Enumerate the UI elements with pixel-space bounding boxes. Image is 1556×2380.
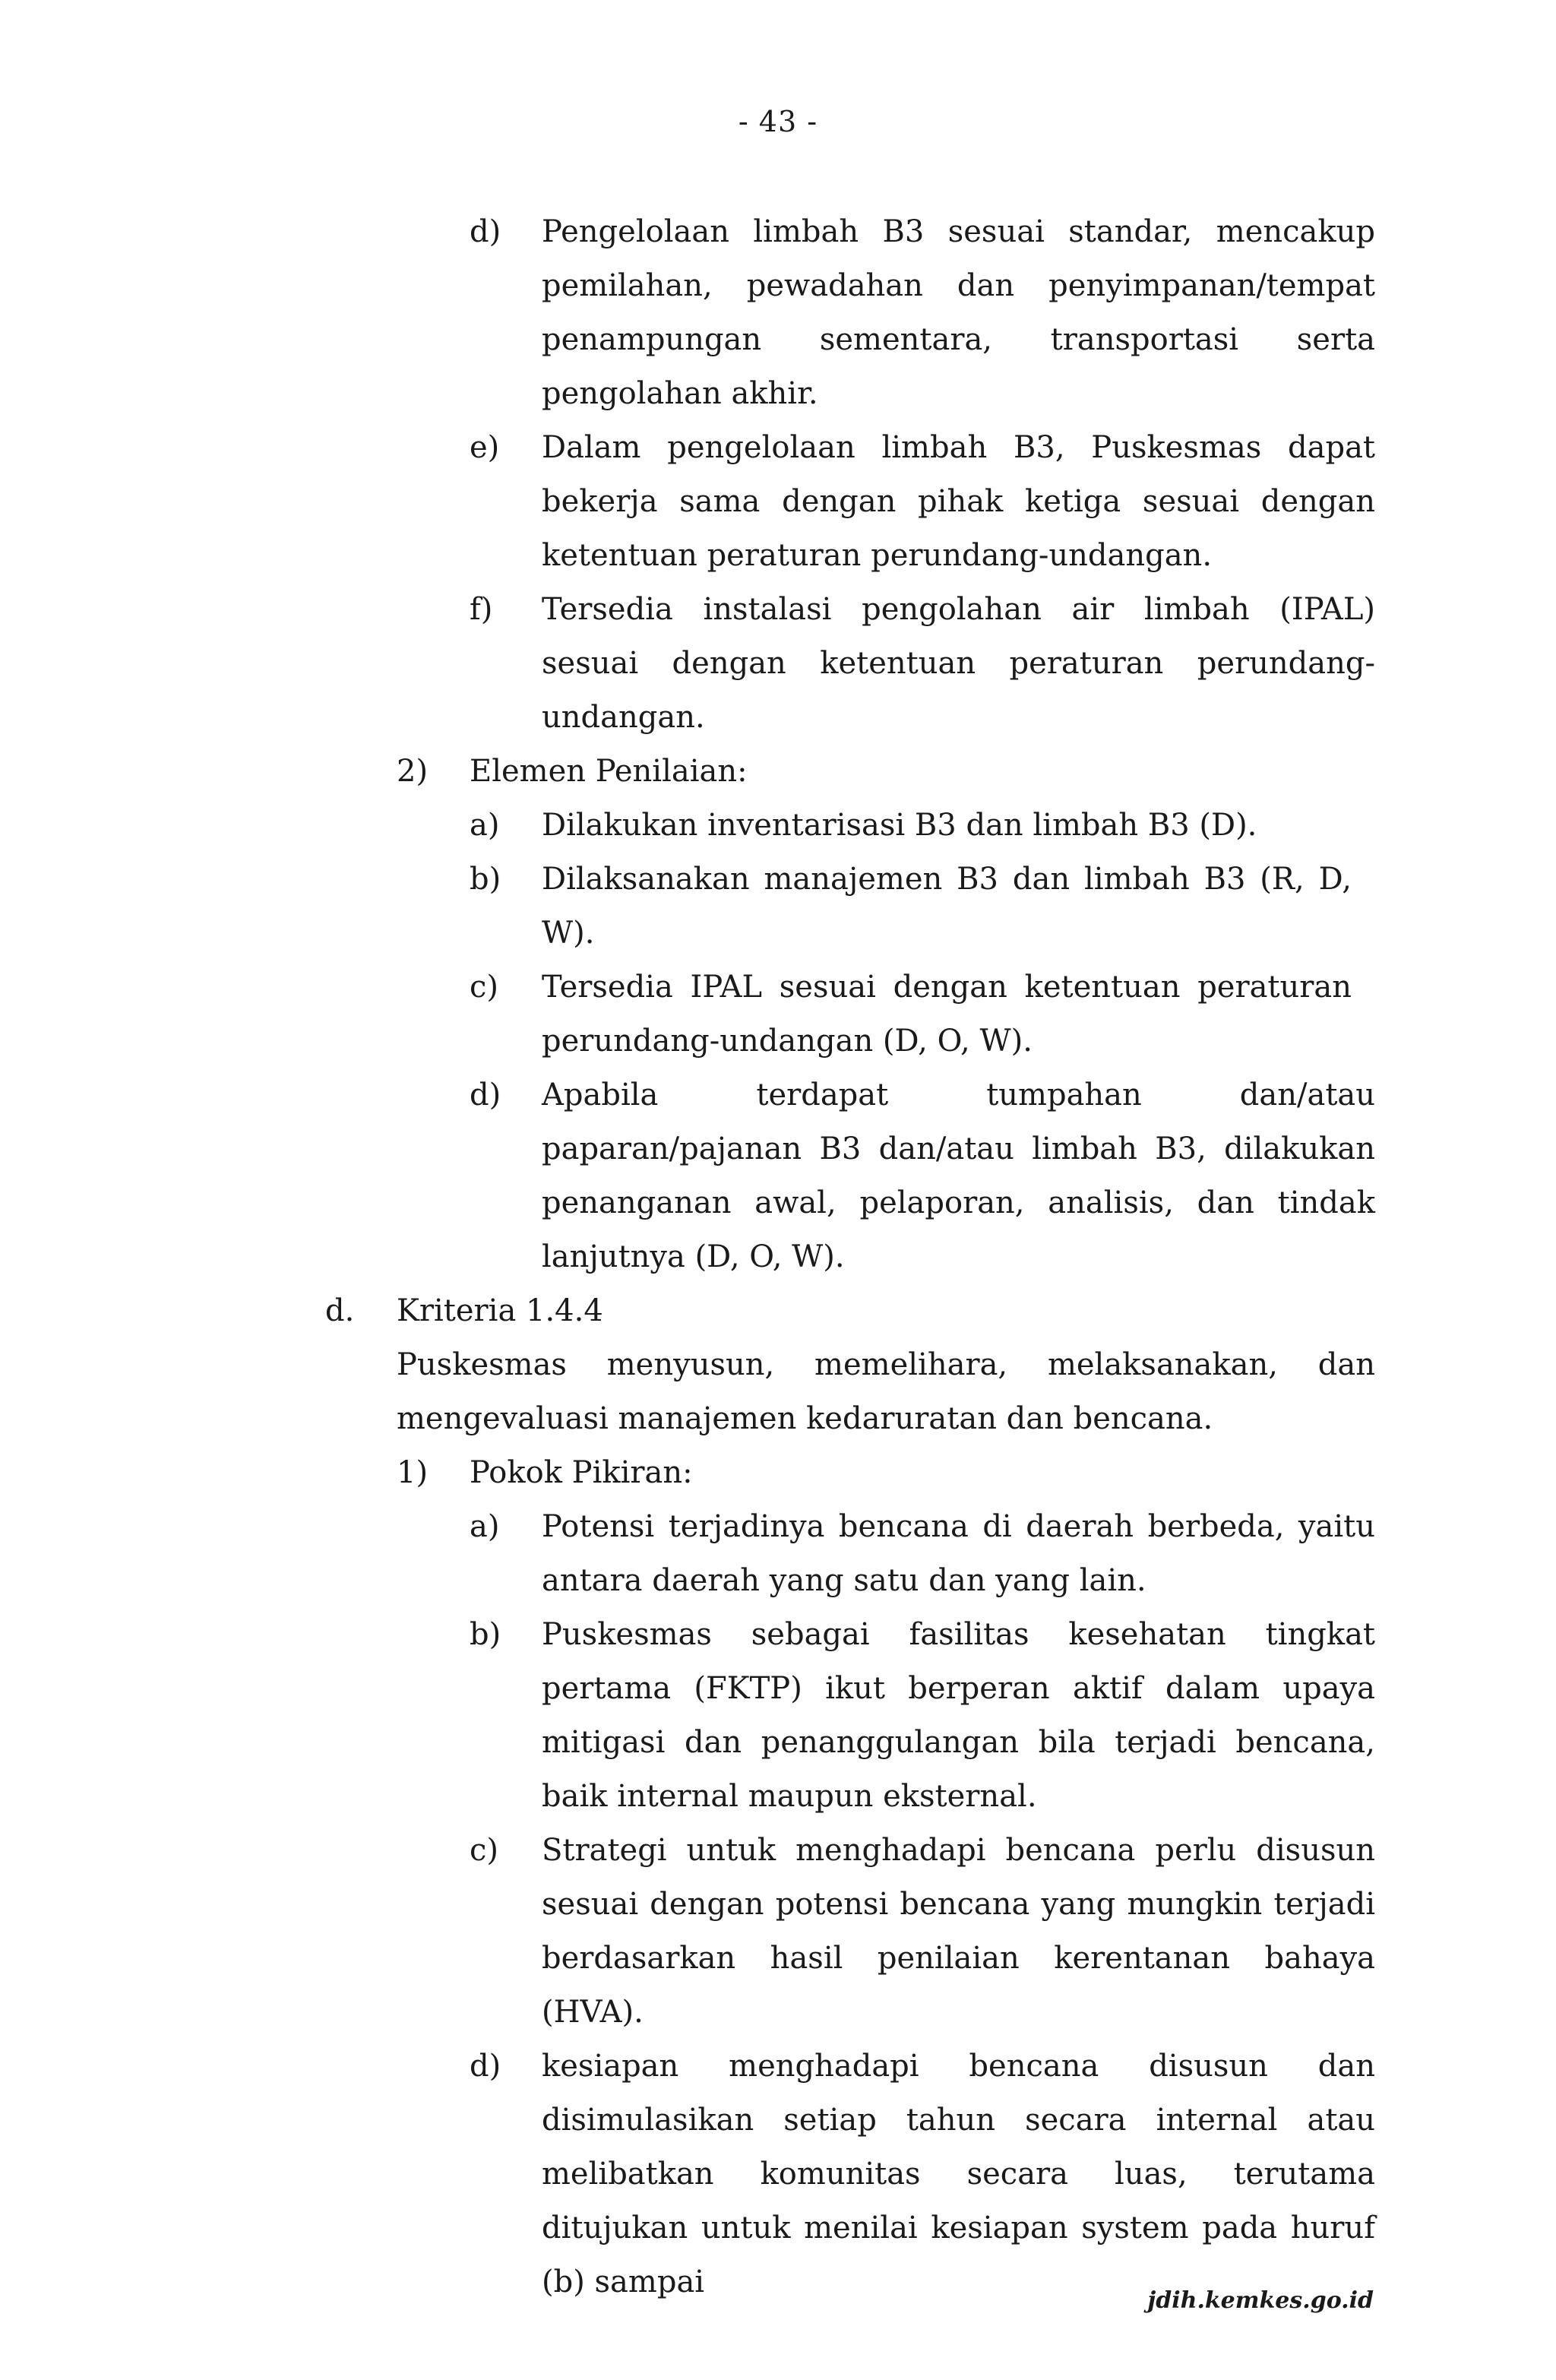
list-item-text: Pengelolaan limbah B3 sesuai standar, mencakup pemilahan, pewadahan dan penyimpanan/tempat penampungan sementara, transportasi serta pengolahan akhir. <box>542 214 1375 411</box>
list-marker: d. <box>325 1293 355 1328</box>
section-elemen-penilaian <box>397 745 1375 799</box>
paragraph-text: Puskesmas menyusun, memelihara, melaksanakan, dan mengevaluasi manajemen kedaruratan dan bencana. <box>397 1347 1375 1436</box>
list-marker: d) <box>470 2049 501 2084</box>
list-item-text: Puskesmas sebagai fasilitas kesehatan tingkat pertama (FKTP) ikut berperan aktif dalam upaya mitigasi dan penanggulangan bila terjadi bencana, baik internal maupun eksternal. <box>542 1617 1375 1814</box>
list-item-text: Dalam pengelolaan limbah B3, Puskesmas dapat bekerja sama dengan pihak ketiga sesuai dengan ketentuan peraturan perundang-undangan. <box>542 430 1375 573</box>
list-item-text: Apabila terdapat tumpahan dan/atau paparan/pajanan B3 dan/atau limbah B3, dilakukan penanganan awal, pelaporan, analisis, dan tindak lanjutnya (D, O, W). <box>542 1078 1375 1274</box>
page-number: - 43 - <box>738 105 818 138</box>
list-marker: c) <box>470 1833 499 1868</box>
list-marker: b) <box>470 862 501 897</box>
list-item-limbah-b3-standar <box>470 205 1375 421</box>
section-heading: Elemen Penilaian: <box>470 754 748 789</box>
list-marker: f) <box>470 592 493 627</box>
list-item-text: Potensi terjadinya bencana di daerah berbeda, yaitu antara daerah yang satu dan yang lain. <box>542 1509 1375 1598</box>
list-item-text: Dilaksanakan manajemen B3 dan limbah B3 (R, D, W). <box>542 862 1352 951</box>
list-marker: 1) <box>397 1455 429 1490</box>
list-marker: d) <box>470 1078 501 1112</box>
list-item-text: Strategi untuk menghadapi bencana perlu disusun sesuai dengan potensi bencana yang mungkin terjadi berdasarkan hasil penilaian kerentanan bahaya (HVA). <box>542 1833 1375 2030</box>
list-item-ipal <box>470 583 1375 745</box>
list-item-tumpahan <box>470 1068 1375 1284</box>
section-pokok-pikiran <box>397 1446 1375 1500</box>
list-item-text: Tersedia IPAL sesuai dengan ketentuan peraturan perundang-undangan (D, O, W). <box>542 970 1352 1059</box>
list-item-text: Dilakukan inventarisasi B3 dan limbah B3 (D). <box>542 808 1257 843</box>
list-item-tersedia-ipal <box>470 961 1352 1068</box>
list-marker: a) <box>470 1509 500 1544</box>
list-item-kesiapan <box>470 2040 1375 2309</box>
list-item-strategi <box>470 1824 1375 2040</box>
list-marker: e) <box>470 430 500 465</box>
list-item-text: Tersedia instalasi pengolahan air limbah (IPAL) sesuai dengan ketentuan peraturan perundang-undangan. <box>542 592 1375 735</box>
footer-source-url: jdih.kemkes.go.id <box>1147 2287 1374 2314</box>
section-heading: Pokok Pikiran: <box>470 1455 693 1490</box>
list-item-fktp <box>470 1608 1375 1824</box>
list-marker: 2) <box>397 754 429 789</box>
list-marker: b) <box>470 1617 501 1652</box>
list-item-pihak-ketiga <box>470 421 1375 583</box>
list-item-inventarisasi <box>470 799 1375 853</box>
section-heading: Kriteria 1.4.4 <box>397 1293 603 1328</box>
list-marker: c) <box>470 970 499 1005</box>
section-kriteria-1-4-4 <box>325 1284 1375 1338</box>
list-item-manajemen-b3 <box>470 853 1352 961</box>
list-marker: d) <box>470 214 501 249</box>
list-marker: a) <box>470 808 500 843</box>
list-item-potensi-bencana <box>470 1500 1375 1608</box>
document-body <box>0 205 1556 2309</box>
list-item-text: kesiapan menghadapi bencana disusun dan disimulasikan setiap tahun secara internal atau melibatkan komunitas secara luas, terutama ditujukan untuk menilai kesiapan system pada huruf (b) sampai <box>542 2049 1375 2299</box>
criteria-description <box>397 1338 1375 1446</box>
